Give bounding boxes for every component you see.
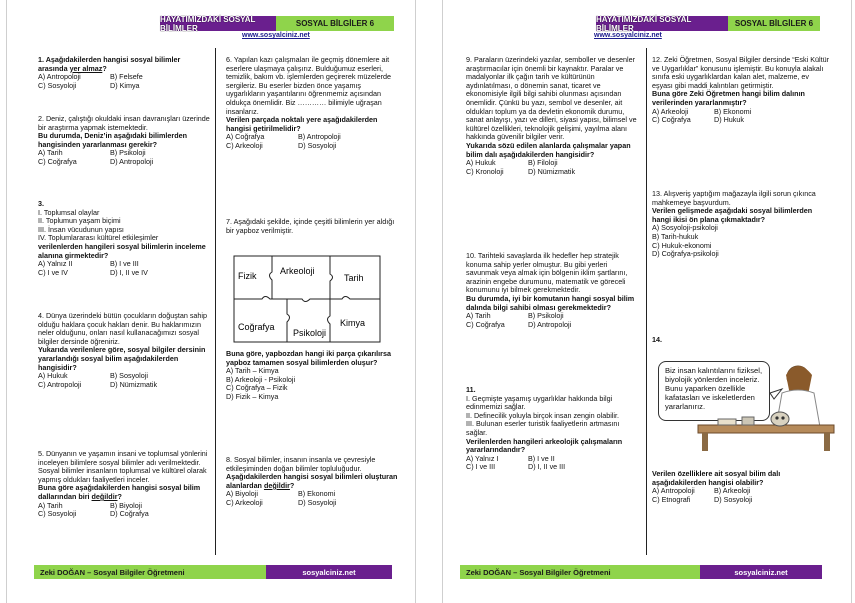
q7-option-a[interactable]: A) Tarih – Kimya <box>226 366 279 376</box>
puzzle-edge <box>330 256 333 299</box>
q11-option-c[interactable]: C) I ve III <box>466 462 496 472</box>
q1-option-b[interactable]: B) Felsefe <box>110 72 143 82</box>
q1-option-d[interactable]: D) Kimya <box>110 80 140 90</box>
q12-prompt: Buna göre Zeki Öğretmen hangi bilim dalının verilerinden yararlanmıştır? <box>652 89 805 107</box>
desk-top <box>698 425 834 433</box>
q12-option-b[interactable]: B) Ekonomi <box>714 106 752 116</box>
q11-option-a[interactable]: A) Yalnız I <box>466 453 499 463</box>
q10-prompt: Bu durumda, iyi bir komutanın hangi sosyal bilim dalında bilgi sahibi olması gerekmektedir? <box>466 293 635 312</box>
q1-option-a[interactable]: A) Antropoloji <box>38 72 81 82</box>
puzzle-edge <box>287 299 290 342</box>
question-12 <box>652 56 830 125</box>
page-header <box>160 16 394 31</box>
question-7 <box>226 218 398 235</box>
q14-option-d[interactable]: D) Sosyoloji <box>714 494 753 504</box>
footer-site[interactable]: sosyalciniz.net <box>700 565 822 579</box>
q13-option-b[interactable]: B) Tarih-hukuk <box>652 231 699 241</box>
q3-option-d[interactable]: D) I, II ve IV <box>110 267 148 277</box>
right-page <box>442 0 852 603</box>
q3-statement-1: I. Toplumsal olaylar <box>38 207 100 217</box>
q14-option-b[interactable]: B) Arkeoloji <box>714 486 751 496</box>
question-2 <box>38 115 210 167</box>
footer-teacher: Zeki DOĞAN – Sosyal Bilgiler Öğretmeni <box>460 565 700 579</box>
q13-stem: 13. Alışveriş yaptığım mağazayla ilgili sorun çıkınca mahkemeye başvurdum. <box>652 189 816 207</box>
page-footer <box>460 565 822 579</box>
footer-site[interactable]: sosyalciniz.net <box>266 565 392 579</box>
q8-stem: 8. Sosyal bilimler, insanın insanla ve çevresiyle etkileşiminden doğan bilimler topluluğudur. <box>226 455 376 473</box>
q3-statement-2: II. Toplumun yaşam biçimi <box>38 216 121 226</box>
puzzle-piece-arkeoloji: Arkeoloji <box>280 266 315 276</box>
header-subject: SOSYAL BİLGİLER 6 <box>728 16 820 31</box>
q7-option-c[interactable]: C) Coğrafya – Fizik <box>226 383 288 393</box>
q5-option-c[interactable]: C) Sosyoloji <box>38 509 77 519</box>
q3-option-c[interactable]: C) I ve IV <box>38 267 68 277</box>
scientist-figure <box>658 355 836 451</box>
question-3: 3. I. Toplumsal olaylar II. Toplumun yaşam biçimi III. İnsan vücudunun yapısı IV. Toplumlararası kültürel etkileşimler verilenlerden hangileri sosyal bilimlerin inceleme alanına girmektedir? A) Yalnız II B) I ve III C) I ve IV D) I, II ve IV <box>38 200 210 277</box>
q14-prompt: Verilen özelliklere ait sosyal bilim dalı aşağıdakilerden hangisi olabilir? <box>652 469 781 487</box>
skull-eye <box>775 416 778 419</box>
bubble-tail <box>770 389 782 399</box>
q4-option-b[interactable]: B) Sosyoloji <box>110 371 148 381</box>
puzzle-piece-psikoloji: Psikoloji <box>293 328 327 338</box>
q7-prompt: Buna göre, yapbozdan hangi iki parça çıkarılırsa yapboz tamamen sosyal bilimlerden oluşur? <box>226 349 391 367</box>
q14-option-a[interactable]: A) Antropoloji <box>652 486 695 496</box>
q6-option-a[interactable]: A) Coğrafya <box>226 132 265 142</box>
q10-stem: 10. Tarihteki savaşlarda ilk hedefler hep stratejik konuma sahip yerler olmuştur. Bu gibi yerleri savunmak veya almak için bölgenin iklim şartlarını, arazinin engebe durumunu, matematik ve göreceli konumunu iyi bilmek gerekmektedir. <box>466 251 628 295</box>
q11-statement-2: II. Definecilik yoluyla birçok insan zengin olabilir. <box>466 410 620 420</box>
q9-option-a[interactable]: A) Hukuk <box>466 158 496 168</box>
q6-option-d[interactable]: D) Sosyoloji <box>298 140 337 150</box>
q13-option-c[interactable]: C) Hukuk-ekonomi <box>652 240 712 250</box>
q6-option-b[interactable]: B) Antropoloji <box>298 132 341 142</box>
speech-bubble: Biz insan kalıntılarını fiziksel, biyolojik yönlerden inceleriz. Bunu yaparken özellikle kafatasları ve iskeletlerden yararlanırız. <box>658 361 770 421</box>
question-13 <box>652 190 830 259</box>
question-8: 8. Sosyal bilimler, insanın insanla ve çevresiyle etkileşiminden doğan bilimler topluluğudur. Aşağıdakilerden hangisi sosyal bilimleri oluşturan alanlardan değildir? A) Biyoloji B) Ekonomi C) Arkeoloji D) Sosyoloji <box>226 455 398 507</box>
q3-option-b[interactable]: B) I ve III <box>110 259 139 269</box>
puzzle-edge <box>270 256 273 299</box>
q7-option-d[interactable]: D) Fizik – Kimya <box>226 391 279 401</box>
q13-option-a[interactable]: A) Sosyoloji-psikoloji <box>652 223 718 233</box>
q3-option-a[interactable]: A) Yalnız II <box>38 259 73 269</box>
desk-leg <box>702 433 708 451</box>
q1-option-c[interactable]: C) Sosyoloji <box>38 80 77 90</box>
q6-option-c[interactable]: C) Arkeoloji <box>226 140 263 150</box>
q9-option-d[interactable]: D) Nümizmatik <box>528 166 576 176</box>
q8-option-a[interactable]: A) Biyoloji <box>226 489 258 499</box>
column-divider <box>215 48 216 555</box>
puzzle-piece-tarih: Tarih <box>344 273 364 283</box>
page-footer <box>34 565 392 579</box>
question-4 <box>38 312 210 389</box>
jigsaw-puzzle <box>232 254 382 344</box>
puzzle-edge <box>328 299 331 342</box>
q7-stem: 7. Aşağıdaki şekilde, içinde çeşitli bilimlerin yer aldığı bir yapboz verilmiştir. <box>226 217 395 235</box>
q3-statement-4: IV. Toplumlararası kültürel etkileşimler <box>38 233 159 243</box>
question-14-number: 14. <box>652 335 662 344</box>
q4-option-d[interactable]: D) Nümizmatik <box>110 379 158 389</box>
page-header <box>596 16 820 31</box>
question-14 <box>652 470 830 504</box>
q12-stem: 12. Zeki Öğretmen, Sosyal Bilgiler dersinde “Eski Kültür ve Uygarlıklar” konusunu işlemiştir. Bu konuyla alakalı sınıfa eski uygarlıklardan kalan alet, malzeme, ev eşyası gibi maddi kalıntıları getirmiştir. <box>652 55 829 90</box>
question-10 <box>466 252 638 329</box>
q2-stem: 2. Deniz, çalıştığı okuldaki insan davranışları üzerinde bir araştırma yapmak istemektedir. <box>38 114 210 132</box>
q2-option-b[interactable]: B) Psikoloji <box>110 148 146 158</box>
footer-teacher: Zeki DOĞAN – Sosyal Bilgiler Öğretmeni <box>34 565 266 579</box>
question-7-answers <box>226 350 398 402</box>
q4-prompt: Yukarıda verilenlere göre, sosyal bilgiler dersinin yararlandığı sosyal bilim aşağıdakilerden hangisidir? <box>38 345 206 372</box>
q10-option-d[interactable]: D) Antropoloji <box>528 319 572 329</box>
header-title: HAYATIMIZDAKİ SOSYAL BİLİMLER <box>596 16 728 31</box>
anthropologist-illustration <box>658 355 836 451</box>
q14-option-c[interactable]: C) Etnografi <box>652 494 691 504</box>
skull-icon <box>771 412 789 426</box>
puzzle-piece-fizik: Fizik <box>238 271 257 281</box>
q5-option-b[interactable]: B) Biyoloji <box>110 500 142 510</box>
header-title: HAYATIMIZDAKİ SOSYAL BİLİMLER <box>160 16 276 31</box>
q13-option-d[interactable]: D) Coğrafya-psikoloji <box>652 249 719 259</box>
q11-statement-1: I. Geçmişte yaşamış uygarlıklar hakkında bilgi edinmemizi sağlar. <box>466 393 613 412</box>
q9-prompt: Yukarıda sözü edilen alanlarda çalışmalar yapan bilim dalı aşağıdakilerden hangisidir? <box>466 140 631 159</box>
column-divider <box>646 48 647 555</box>
q12-option-d[interactable]: D) Hukuk <box>714 115 744 125</box>
q4-option-c[interactable]: C) Antropoloji <box>38 379 82 389</box>
q10-option-b[interactable]: B) Psikoloji <box>528 311 564 321</box>
q5-option-d[interactable]: D) Coğrafya <box>110 509 149 519</box>
question-9 <box>466 56 638 176</box>
q12-option-c[interactable]: C) Coğrafya <box>652 115 691 125</box>
q11-statement-3: III. Bulunan eserler turistik faaliyetlerin artmasını sağlar. <box>466 419 620 437</box>
q9-option-b[interactable]: B) Filoloji <box>528 158 558 168</box>
q9-option-c[interactable]: C) Kronoloji <box>466 166 504 176</box>
question-6 <box>226 56 396 151</box>
q5-stem: 5. Dünyanın ve yaşamın insani ve toplumsal yönlerini inceleyen bilimlere sosyal bilimler adı verilmektedir. Sosyal bilimler insanların toplumsal ve kültürel olarak yapmış oldukları faaliyetleri inceler. <box>38 449 208 484</box>
desk-leg <box>824 433 830 451</box>
skull-eye <box>781 416 784 419</box>
q8-option-c[interactable]: C) Arkeoloji <box>226 497 263 507</box>
q5-option-a[interactable]: A) Tarih <box>38 500 63 510</box>
q7-option-b[interactable]: B) Arkeoloji - Psikoloji <box>226 374 296 384</box>
q10-option-a[interactable]: A) Tarih <box>466 311 491 321</box>
puzzle-piece-cografya: Coğrafya <box>238 322 275 332</box>
q8-option-d[interactable]: D) Sosyoloji <box>298 497 337 507</box>
q10-option-c[interactable]: C) Coğrafya <box>466 319 505 329</box>
bone-fragment <box>742 417 754 425</box>
q4-stem: 4. Dünya üzerindeki bütün çocukların doğuştan sahip olduğu haklara çocuk hakları denir. Bu haklarımızın neler olduğunu, onları nasıl kullanacağımızı sosyal bilgiler dersinde öğreniriz. <box>38 311 208 346</box>
q12-option-a[interactable]: A) Arkeoloji <box>652 106 689 116</box>
question-1: 1. Aşağıdakilerden hangisi sosyal bilimler arasında yer almaz? A) Antropoloji B) Felsefe C) Sosyoloji D) Kimya <box>38 55 181 90</box>
q9-stem: 9. Paraların üzerindeki yazılar, semboller ve desenler araştırmacılar için önemli bir kaynaktır. Paralar ve madalyonlar ilk çağın tarih ve kültürünün aydınlatılması, o dönemin sanat, ticaret ve ekonomisiyle ilgili bilgi sahibi olunması açısından önemlidir. Çünkü bu yazı, sembol ve desenler, ait oldukları toplum ya da devletin ekonomik durumu, sanat anlayışı, yazı ve dilleri, siyasi yapısı, bilimsel ve kültürel özellikleri, teknolojik gelişimi, yayılma alanı hakkında güvenilir bilgiler verir. <box>466 55 637 142</box>
header-site-link[interactable]: www.sosyalciniz.net <box>594 32 662 39</box>
question-11: 11. I. Geçmişte yaşamış uygarlıklar hakkında bilgi edinmemizi sağlar. II. Definecilik yoluyla birçok insan zengin olabilir. III. Bulunan eserler turistik faaliyetlerin artmasını sağlar. Verilenlerden hangileri arkeolojik çalışmaların yararlarındandır? A) Yalnız I B) I ve II C) I ve III D) I, II ve III <box>466 386 638 472</box>
q3-statement-3: III. İnsan vücudunun yapısı <box>38 224 124 234</box>
q2-option-c[interactable]: C) Coğrafya <box>38 156 77 166</box>
q8-option-b[interactable]: B) Ekonomi <box>298 489 336 499</box>
header-site-link[interactable]: www.sosyalciniz.net <box>242 32 310 39</box>
q2-option-a[interactable]: A) Tarih <box>38 148 63 158</box>
q11-option-d[interactable]: D) I, II ve III <box>528 462 566 472</box>
bone-fragment <box>718 419 736 425</box>
question-5: 5. Dünyanın ve yaşamın insani ve toplumsal yönlerini inceleyen bilimlere sosyal bilimler adı verilmektedir. Sosyal bilimler insanların toplumsal ve kültürel olarak yapmış oldukları faaliyetleri inceler. Buna göre aşağıdakilerden hangisi sosyal bilim dallarından biri değildir? A) Tarih B) Biyoloji C) Sosyoloji D) Coğrafya <box>38 450 210 519</box>
q11-prompt: Verilenlerden hangileri arkeolojik çalışmaların yararlarındandır? <box>466 436 623 455</box>
header-subject: SOSYAL BİLGİLER 6 <box>276 16 394 31</box>
q3-prompt: verilenlerden hangileri sosyal bilimlerin inceleme alanına girmektedir? <box>38 241 206 260</box>
puzzle-edge <box>234 297 380 302</box>
q2-option-d[interactable]: D) Antropoloji <box>110 156 154 166</box>
q11-option-b[interactable]: B) I ve II <box>528 453 555 463</box>
q6-prompt: Verilen parçada noktalı yere aşağıdakilerden hangisi getirilmelidir? <box>226 115 378 133</box>
left-page <box>6 0 416 603</box>
q13-prompt: Verilen gelişmede aşağıdaki sosyal bilimlerden hangi ikisi ön plana çıkmaktadır? <box>652 206 813 224</box>
q6-stem: 6. Yapılan kazı çalışmaları ile geçmiş dönemlere ait eserlere ulaşmaya çalışırız. Bulduğumuz eserleri, temizlik, bakım vb. işlemlerden geçirerek müzelerde sergileriz. Bu eserler bizden önce yaşamış uygarlıkların yaşantılarını öğrenmemiz açısından oldukça önemlidir. Biz ………… bilimiyle uğraşan insanlarız. <box>226 55 391 116</box>
puzzle-piece-kimya: Kimya <box>340 318 366 328</box>
q4-option-a[interactable]: A) Hukuk <box>38 371 68 381</box>
q2-prompt: Bu durumda, Deniz’in aşağıdaki bilimlerden hangisinden yararlanması gerekir? <box>38 131 187 149</box>
